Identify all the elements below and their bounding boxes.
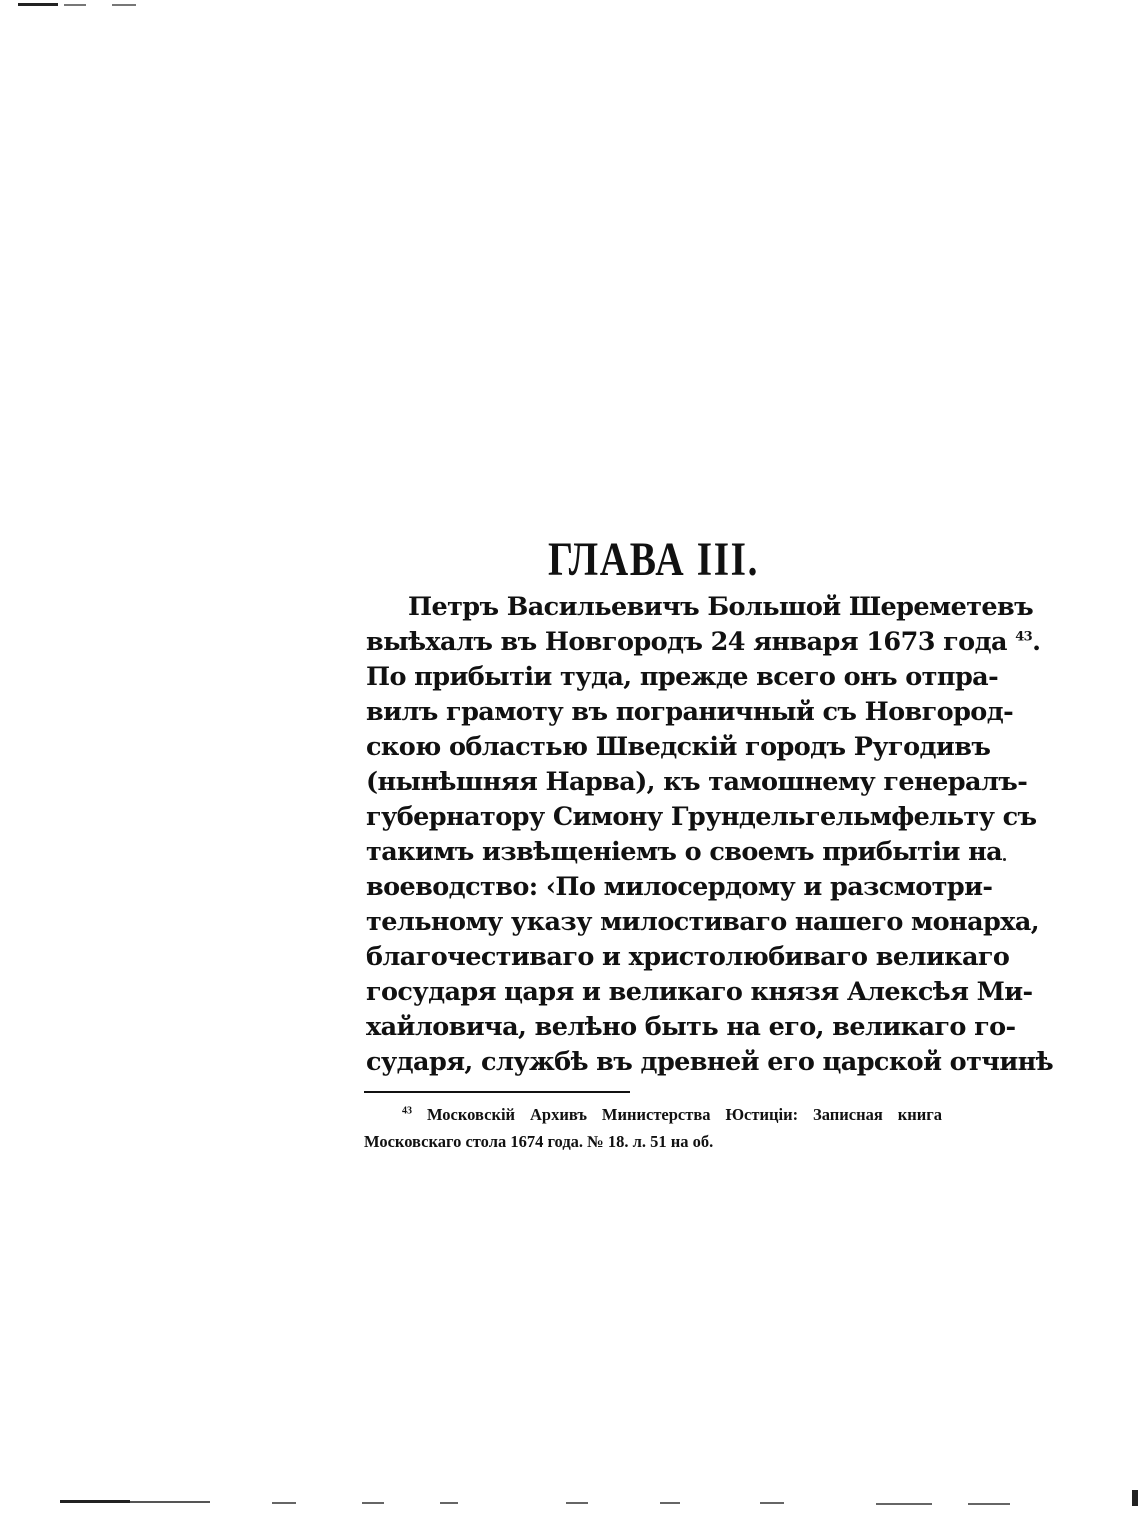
scan-artifact-top	[64, 4, 86, 6]
paragraph-line: (нынѣшняя Нарва), къ тамошнему генералъ-	[366, 767, 1028, 797]
footnote	[364, 1101, 942, 1155]
scan-artifact-top-left	[18, 3, 58, 6]
scan-artifact-edge	[1132, 1490, 1138, 1506]
scan-artifact-bottom	[440, 1502, 458, 1504]
paragraph-line: хайловича, велѣно быть на его, великаго го-	[366, 1012, 1016, 1042]
footnote-number: 43	[402, 1105, 412, 1117]
paragraph-line: тельному указу милостиваго нашего монарха,	[366, 907, 1040, 937]
paragraph-line	[366, 625, 1041, 660]
footnote-line: Московскаго стола 1674 года. № 18. л. 51 на об.	[364, 1132, 714, 1151]
scan-artifact-bottom	[968, 1503, 1010, 1505]
paragraph-line: государя царя и великаго князя Алексѣя Ми-	[366, 977, 1033, 1007]
scan-artifact-bottom	[660, 1502, 680, 1504]
scan-artifact-dot	[1003, 858, 1006, 861]
scan-artifact-bottom	[362, 1502, 384, 1504]
paragraph-line: скою областью Шведскій городъ Ругодивъ	[366, 732, 991, 762]
scan-artifact-bottom	[60, 1500, 130, 1503]
footnote-line	[364, 1101, 942, 1128]
paragraph-line: По прибытіи туда, прежде всего онъ отпра-	[366, 662, 999, 692]
paragraph-line: благочестиваго и христолюбиваго великаго	[366, 942, 1010, 972]
scan-artifact-bottom	[876, 1503, 932, 1505]
chapter-paragraph	[366, 590, 1054, 1080]
footnote-divider	[364, 1091, 630, 1093]
paragraph-line: губернатору Симону Грундельгельмфельту съ	[366, 802, 1037, 832]
scan-artifact-top	[112, 4, 136, 6]
paragraph-line: сударя, службѣ въ древней его царской отчинѣ	[366, 1047, 1054, 1077]
paragraph-line: вилъ грамоту въ пограничный съ Новгород-	[366, 697, 1014, 727]
chapter-title: ГЛАВА III.	[548, 533, 760, 587]
scan-artifact-bottom	[760, 1502, 784, 1504]
paragraph-line: воеводство: ‹По милосердому и разсмотри-	[366, 872, 993, 902]
footnote-reference-punct: .	[1032, 627, 1041, 657]
scan-artifact-bottom	[130, 1501, 210, 1503]
footnote-reference: 43	[1015, 629, 1033, 645]
paragraph-line-text: выѣхалъ въ Новгородъ 24 января 1673 года	[366, 627, 1007, 657]
paragraph-line: такимъ извѣщеніемъ о своемъ прибытіи на	[366, 837, 1003, 867]
footnote-text: Московскій Архивъ Министерства Юстиціи: Записная книга	[426, 1105, 942, 1124]
paragraph-line: Петръ Васильевичъ Большой Шереметевъ	[408, 592, 1034, 622]
scan-artifact-bottom	[272, 1502, 296, 1504]
scan-artifact-bottom	[566, 1502, 588, 1504]
